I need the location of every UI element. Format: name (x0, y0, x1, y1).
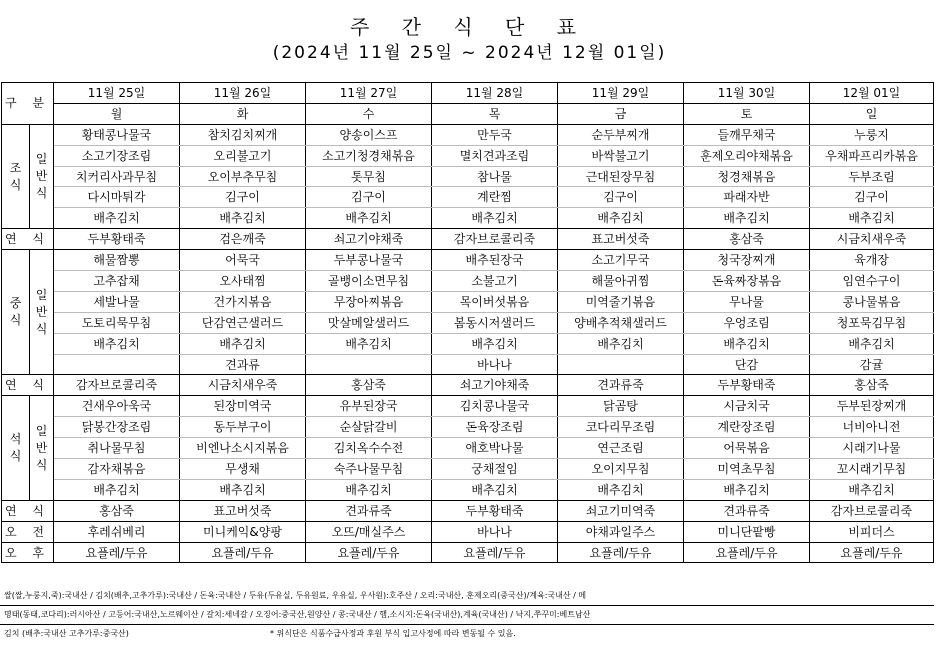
menu-item: 두부황태죽 (432, 500, 558, 521)
menu-item: 유부된장국 (306, 396, 432, 417)
menu-item: 두부황태죽 (684, 375, 810, 396)
menu-item: 김구이 (558, 187, 684, 208)
menu-item: 김치콩나물국 (432, 396, 558, 417)
menu-item: 건가지볶음 (180, 291, 306, 312)
menu-item: 배추김치 (684, 208, 810, 229)
menu-item: 배추김치 (306, 208, 432, 229)
menu-item: 요플레/두유 (54, 542, 180, 563)
menu-item: 배추김치 (54, 479, 180, 500)
menu-item: 해물짬뽕 (54, 250, 180, 271)
menu-item: 배추김치 (432, 208, 558, 229)
menu-item: 궁채절임 (432, 459, 558, 480)
date-header: 11월 26일 (180, 83, 306, 104)
menu-item: 배추김치 (54, 208, 180, 229)
menu-item: 표고버섯죽 (180, 500, 306, 521)
menu-item: 돈육짜장볶음 (684, 271, 810, 292)
menu-item: 견과류죽 (558, 375, 684, 396)
lunch-label-text: 중식 (9, 296, 22, 328)
menu-item: 견과류 (180, 354, 306, 375)
menu-item: 취나물무침 (54, 438, 180, 459)
menu-item: 소고기청경채볶음 (306, 145, 432, 166)
menu-item: 두부된장찌개 (810, 396, 934, 417)
menu-item: 김구이 (810, 187, 934, 208)
menu-item: 파래자반 (684, 187, 810, 208)
menu-item: 육개장 (810, 250, 934, 271)
menu-change-notice: * 위식단은 식품수급사정과 후원 부식 입고사정에 따라 변동될 수 있음. (270, 629, 516, 638)
menu-item: 두부조림 (810, 166, 934, 187)
menu-item: 미역줄기볶음 (558, 291, 684, 312)
menu-item: 두부콩나물국 (306, 250, 432, 271)
menu-item: 홍삼죽 (306, 375, 432, 396)
category-header: 구 분 (2, 83, 54, 125)
menu-item: 시래기나물 (810, 438, 934, 459)
origin-note-line: 쌀(쌀,누룽지,죽):국내산 / 김치(배추,고추가루):국내산 / 돈육:국내산 / 두유(두유실, 두유원료, 우유실, 우사원):호주산 / 오리:국내산, 훈제오리(중국산)/계육:국내산 / 메 (4, 591, 587, 600)
menu-item: 배추김치 (180, 333, 306, 354)
date-header: 11월 25일 (54, 83, 180, 104)
menu-item: 만두국 (432, 124, 558, 145)
menu-item: 배추김치 (810, 333, 934, 354)
menu-item: 비피더스 (810, 521, 934, 542)
menu-item: 감자브로콜리죽 (54, 375, 180, 396)
menu-item: 요플레/두유 (810, 542, 934, 563)
menu-item: 돈육장조림 (432, 417, 558, 438)
menu-item: 양송이스프 (306, 124, 432, 145)
menu-item: 세발나물 (54, 291, 180, 312)
menu-item: 꼬시래기무침 (810, 459, 934, 480)
day-header: 금 (558, 103, 684, 124)
menu-item: 배추김치 (684, 479, 810, 500)
menu-item: 황태콩나물국 (54, 124, 180, 145)
menu-item: 요플레/두유 (684, 542, 810, 563)
menu-item: 훈제오리야채볶음 (684, 145, 810, 166)
menu-item: 청국장찌개 (684, 250, 810, 271)
menu-item: 견과류죽 (684, 500, 810, 521)
menu-item: 감자브로콜리죽 (432, 229, 558, 250)
menu-item: 배추된장국 (432, 250, 558, 271)
dinner-sub-label-text: 일반식 (35, 423, 48, 472)
menu-item: 숙주나물무침 (306, 459, 432, 480)
lunch-sub-label-text: 일반식 (35, 287, 48, 336)
menu-item: 요플레/두유 (306, 542, 432, 563)
menu-item: 단감연근샐러드 (180, 312, 306, 333)
menu-item: 순두부찌개 (558, 124, 684, 145)
menu-item: 콩나물볶음 (810, 291, 934, 312)
menu-item: 톳무침 (306, 166, 432, 187)
menu-item: 다시마튀각 (54, 187, 180, 208)
lunch-label (2, 250, 30, 375)
menu-item: 김구이 (180, 187, 306, 208)
menu-item: 코다리무조림 (558, 417, 684, 438)
menu-item: 멸치견과조림 (432, 145, 558, 166)
menu-item: 요플레/두유 (558, 542, 684, 563)
menu-item: 김치옥수수전 (306, 438, 432, 459)
menu-item: 근대된장무침 (558, 166, 684, 187)
menu-item: 소고기무국 (558, 250, 684, 271)
day-header: 토 (684, 103, 810, 124)
menu-item: 미역초무침 (684, 459, 810, 480)
menu-item: 미니단팥빵 (684, 521, 810, 542)
menu-item: 배추김치 (432, 479, 558, 500)
menu-item: 후레쉬베리 (54, 521, 180, 542)
menu-item: 임연수구이 (810, 271, 934, 292)
menu-item: 배추김치 (684, 333, 810, 354)
menu-item: 시금치새우죽 (180, 375, 306, 396)
menu-item: 쇠고기야채죽 (432, 375, 558, 396)
menu-item: 무나물 (684, 291, 810, 312)
menu-item: 감귤 (810, 354, 934, 375)
breakfast-sub-label (30, 124, 54, 228)
date-header: 11월 28일 (432, 83, 558, 104)
menu-item: 배추김치 (306, 479, 432, 500)
menu-item: 우채파프리카볶음 (810, 145, 934, 166)
menu-item: 표고버섯죽 (558, 229, 684, 250)
menu-item: 바나나 (432, 521, 558, 542)
menu-item: 감자브로콜리죽 (810, 500, 934, 521)
dinner-label-text: 석식 (9, 432, 22, 464)
menu-item: 해물아귀찜 (558, 271, 684, 292)
menu-item: 홍삼죽 (810, 375, 934, 396)
menu-item: 참나물 (432, 166, 558, 187)
menu-item: 애호박나물 (432, 438, 558, 459)
menu-item: 홍삼죽 (684, 229, 810, 250)
menu-item: 감자채볶음 (54, 459, 180, 480)
menu-item: 배추김치 (432, 333, 558, 354)
menu-item: 요플레/두유 (432, 542, 558, 563)
afternoon_snack-label: 오 후 (2, 542, 54, 563)
menu-item: 청경채볶음 (684, 166, 810, 187)
menu-item: 시금치국 (684, 396, 810, 417)
menu-item: 야채과일주스 (558, 521, 684, 542)
date-header: 11월 30일 (684, 83, 810, 104)
menu-item: 미니케익&양팡 (180, 521, 306, 542)
page-title: 주 간 식 단 표 (349, 15, 590, 39)
menu-item: 순살닭갈비 (306, 417, 432, 438)
breakfast-label-text: 조식 (9, 160, 22, 192)
day-header: 화 (180, 103, 306, 124)
menu-item: 견과류죽 (306, 500, 432, 521)
menu-item: 검은깨죽 (180, 229, 306, 250)
menu-item: 양배추적채샐러드 (558, 312, 684, 333)
breakfast-label (2, 124, 30, 228)
menu-item: 바나나 (432, 354, 558, 375)
menu-item: 건새우아욱국 (54, 396, 180, 417)
menu-item: 배추김치 (558, 479, 684, 500)
date-range: (2024년 11월 25일 ~ 2024년 12월 01일) (272, 43, 667, 63)
breakfast-sub-label-text: 일반식 (35, 152, 48, 200)
menu-item: 청포묵김무침 (810, 312, 934, 333)
menu-item: 소불고기 (432, 271, 558, 292)
menu-item: 계란장조림 (684, 417, 810, 438)
menu-item: 오사태찜 (180, 271, 306, 292)
menu-item: 비엔나소시지볶음 (180, 438, 306, 459)
menu-item: 오리불고기 (180, 145, 306, 166)
menu-item: 단감 (684, 354, 810, 375)
menu-item (306, 354, 432, 375)
menu-item: 바싹불고기 (558, 145, 684, 166)
menu-item: 누룽지 (810, 124, 934, 145)
menu-item: 너비아니전 (810, 417, 934, 438)
menu-item: 참치김치찌개 (180, 124, 306, 145)
menu-item: 배추김치 (180, 208, 306, 229)
menu-item: 무장아찌볶음 (306, 291, 432, 312)
day-header: 월 (54, 103, 180, 124)
menu-item (54, 354, 180, 375)
weekly-menu-table (1, 82, 934, 563)
morning_snack-label: 오 전 (2, 521, 54, 542)
menu-item: 배추김치 (180, 479, 306, 500)
menu-item: 동두부구이 (180, 417, 306, 438)
day-header: 수 (306, 103, 432, 124)
menu-item: 배추김치 (54, 333, 180, 354)
menu-item: 고추잡채 (54, 271, 180, 292)
date-header: 12월 01일 (810, 83, 934, 104)
menu-item: 배추김치 (306, 333, 432, 354)
menu-item: 오이부추무침 (180, 166, 306, 187)
menu-item: 들깨무채국 (684, 124, 810, 145)
origin-note-line: 명태(동태,코다리):러시아산 / 고등어:국내산,노르웨이산 / 갈치:세네갈 / 오징어:중국산,원양산 / 콩:국내산 / 햄,소시지:돈육(국내산),계육(국내산) / 낙지,쭈꾸미:베트남산 (4, 610, 591, 619)
menu-item: 목이버섯볶음 (432, 291, 558, 312)
menu-item: 시금치새우죽 (810, 229, 934, 250)
menu-item: 도토리묵무침 (54, 312, 180, 333)
menu-item: 계란찜 (432, 187, 558, 208)
menu-item: 배추김치 (558, 333, 684, 354)
day-header: 목 (432, 103, 558, 124)
menu-item: 오뜨/매실주스 (306, 521, 432, 542)
menu-item: 두부황태죽 (54, 229, 180, 250)
menu-item: 닭봉간장조림 (54, 417, 180, 438)
menu-item: 배추김치 (810, 479, 934, 500)
menu-item: 홍삼죽 (54, 500, 180, 521)
menu-item: 쇠고기미역죽 (558, 500, 684, 521)
menu-item: 쇠고기야채죽 (306, 229, 432, 250)
menu-item: 닭곰탕 (558, 396, 684, 417)
dinner_light-label: 연 식 (2, 500, 54, 521)
menu-item (558, 354, 684, 375)
dinner-label (2, 396, 30, 500)
day-header: 일 (810, 103, 934, 124)
menu-item: 골뱅이소면무침 (306, 271, 432, 292)
origin-notes (0, 587, 934, 643)
menu-item: 배추김치 (558, 208, 684, 229)
menu-item: 된장미역국 (180, 396, 306, 417)
menu-item: 우엉조림 (684, 312, 810, 333)
menu-item: 무생채 (180, 459, 306, 480)
menu-item: 오이지무침 (558, 459, 684, 480)
menu-item: 소고기장조림 (54, 145, 180, 166)
menu-item: 어묵국 (180, 250, 306, 271)
lunch-sub-label (30, 250, 54, 375)
origin-note-line: 김치 (배추:국내산 고추가루:중국산) (4, 629, 129, 638)
menu-item: 김구이 (306, 187, 432, 208)
menu-item: 요플레/두유 (180, 542, 306, 563)
menu-item: 맛살메알샐러드 (306, 312, 432, 333)
lunch_light-label: 연 식 (2, 375, 54, 396)
date-header: 11월 27일 (306, 83, 432, 104)
menu-item: 연근조림 (558, 438, 684, 459)
dinner-sub-label (30, 396, 54, 500)
menu-item: 배추김치 (810, 208, 934, 229)
menu-item: 어묵볶음 (684, 438, 810, 459)
date-header: 11월 29일 (558, 83, 684, 104)
breakfast_light-label: 연 식 (2, 229, 54, 250)
menu-item: 치커리사과무침 (54, 166, 180, 187)
menu-item: 봄동시저샐러드 (432, 312, 558, 333)
